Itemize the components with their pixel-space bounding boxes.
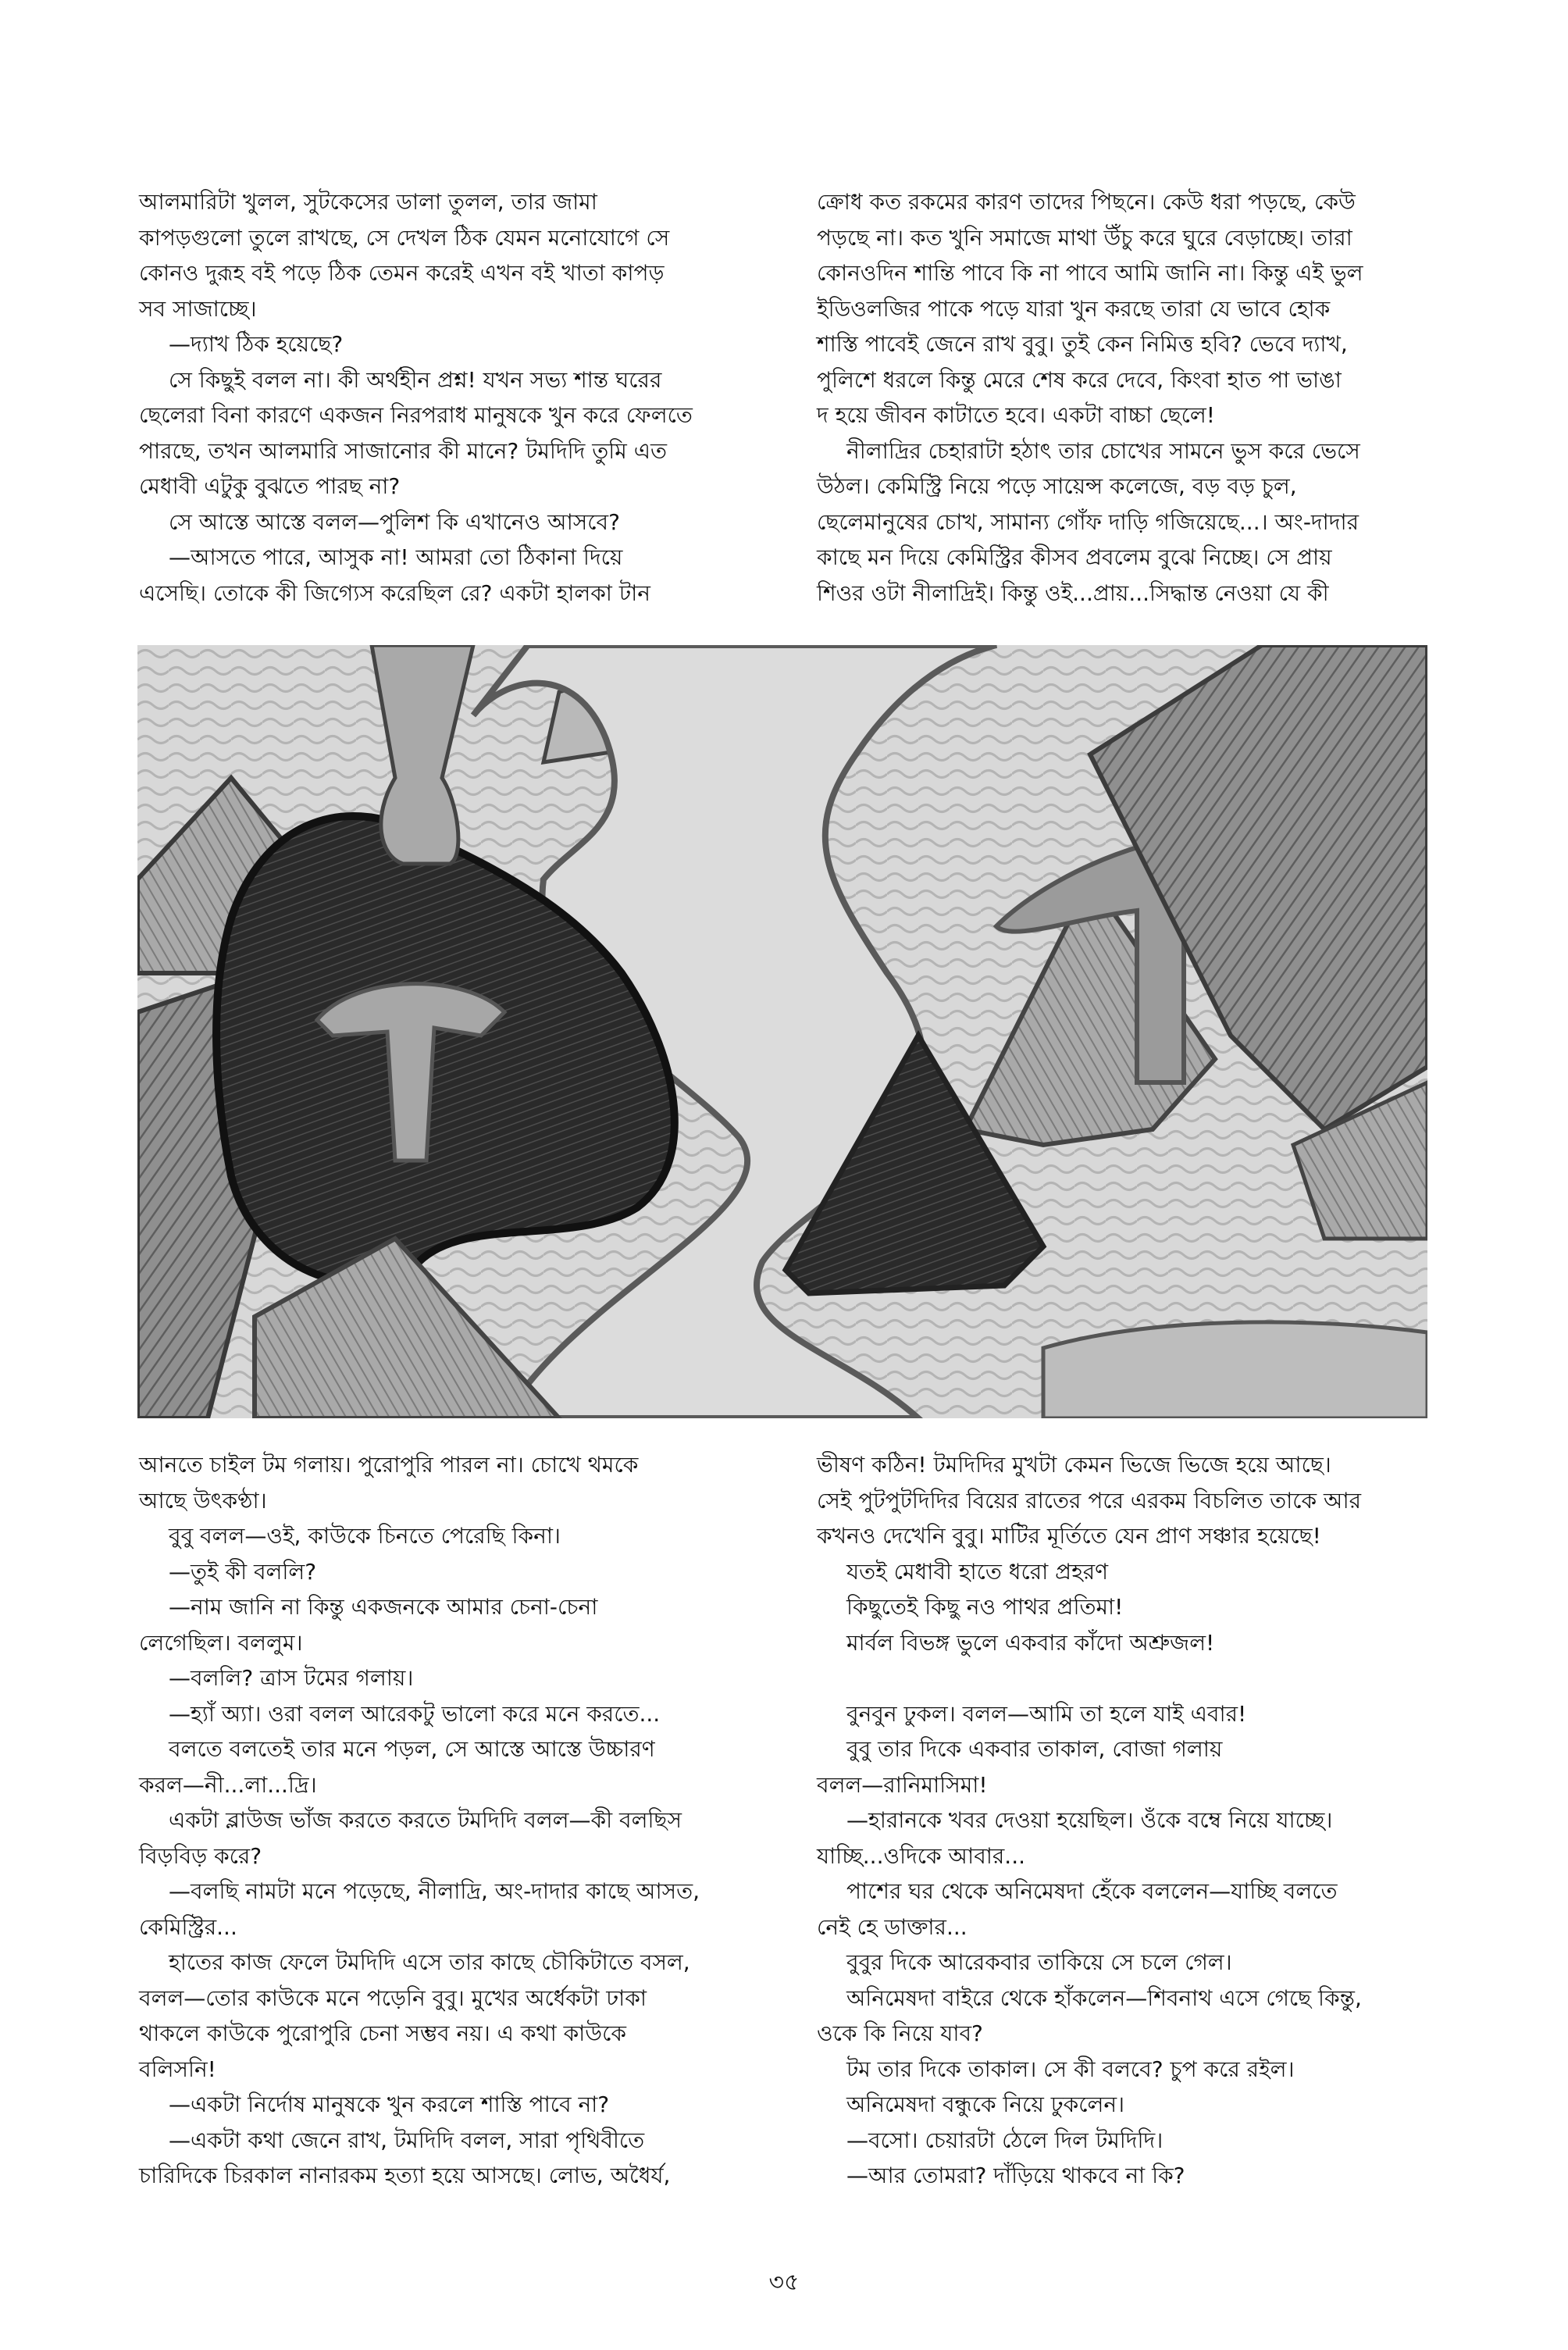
text-line: শিওর ওটা নীলাদ্রিই। কিন্তু ওই...প্রায়...সিদ্ধান্ত নেওয়া যে কী xyxy=(817,579,1329,606)
text-line: হাতের কাজ ফেলে টমদিদি এসে তার কাছে চৌকিটাতে বসল, xyxy=(169,1949,690,1975)
text-line: নেই হে ডাক্তার... xyxy=(817,1913,968,1940)
text-line: সব সাজাচ্ছে। xyxy=(139,295,257,322)
text-line: —বলছি নামটা মনে পড়েছে, নীলাদ্রি, অং-দাদার কাছে আসত, xyxy=(169,1878,700,1904)
text-line: —হ্যাঁ অ্যা। ওরা বলল আরেকটু ভালো করে মনে করতে... xyxy=(169,1700,661,1727)
verse-line: যতই মেধাবী হাতে ধরো প্রহরণ xyxy=(846,1558,1109,1585)
text-line: ভীষণ কঠিন! টমদিদির মুখটা কেমন ভিজে ভিজে হয়ে আছে। xyxy=(817,1452,1331,1478)
text-column-bottom-right xyxy=(817,1447,1434,2194)
text-line: —বললি? ত্রাস টমের গলায়। xyxy=(169,1665,414,1691)
text-line: ছেলেরা বিনা কারণে একজন নিরপরাধ মানুষকে খুন করে ফেলতে xyxy=(139,402,693,428)
text-line: সে কিছুই বলল না। কী অর্থহীন প্রশ্ন! যখন সভ্য শান্ত ঘরের xyxy=(169,366,662,393)
text-column-top-right xyxy=(817,184,1434,611)
text-line: উঠল। কেমিস্ট্রি নিয়ে পড়ে সায়েন্স কলেজে, বড় বড় চুল, xyxy=(817,473,1297,499)
text-line: কাছে মন দিয়ে কেমিস্ট্রির কীসব প্রবলেম বুঝে নিচ্ছে। সে প্রায় xyxy=(817,544,1332,570)
text-line: একটা ব্লাউজ ভাঁজ করতে করতে টমদিদি বলল—কী বলছিস xyxy=(169,1807,682,1833)
text-line: ছেলেমানুষের চোখ, সামান্য গোঁফ দাড়ি গজিয়েছে...। অং-দাদার xyxy=(817,508,1359,535)
text-line: বুনবুন ঢুকল। বলল—আমি তা হলে যাই এবার! xyxy=(846,1700,1247,1727)
text-line: —বসো। চেয়ারটা ঠেলে দিল টমদিদি। xyxy=(846,2127,1164,2153)
text-line: —নাম জানি না কিন্তু একজনকে আমার চেনা-চেনা xyxy=(169,1594,598,1620)
text-line: আলমারিটা খুলল, সুটকেসের ডালা তুলল, তার জামা xyxy=(139,189,597,215)
text-line: পাশের ঘর থেকে অনিমেষদা হেঁকে বললেন—যাচ্ছি বলতে xyxy=(846,1878,1338,1904)
verse-line: মার্বল বিভঙ্গ ভুলে একবার কাঁদো অশ্রুজল! xyxy=(846,1629,1215,1656)
text-line: ইডিওলজির পাকে পড়ে যারা খুন করছে তারা যে ভাবে হোক xyxy=(817,295,1331,322)
text-line: নীলাদ্রির চেহারাটা হঠাৎ তার চোখের সামনে ভুস করে ভেসে xyxy=(846,437,1360,464)
text-line: ওকে কি নিয়ে যাব? xyxy=(817,2020,983,2046)
text-line: আছে উৎকণ্ঠা। xyxy=(139,1487,267,1514)
text-line: অনিমেষদা বন্ধুকে নিয়ে ঢুকলেন। xyxy=(846,2091,1125,2117)
text-line: এসেছি। তোকে কী জিগ্যেস করেছিল রে? একটা হালকা টান xyxy=(139,579,650,606)
text-line: —একটা নির্দোষ মানুষকে খুন করলে শাস্তি পাবে না? xyxy=(169,2091,610,2117)
text-line: অনিমেষদা বাইরে থেকে হাঁকলেন—শিবনাথ এসে গেছে কিন্তু, xyxy=(846,1984,1362,2011)
illustration-painting xyxy=(137,645,1427,1418)
text-line: —আর তোমরা? দাঁড়িয়ে থাকবে না কি? xyxy=(846,2163,1185,2188)
text-line: মেধাবী এটুকু বুঝতে পারছ না? xyxy=(139,473,401,499)
text-line: শাস্তি পাবেই জেনে রাখ বুবু। তুই কেন নিমিত্ত হবি? ভেবে দ্যাখ, xyxy=(817,331,1348,357)
text-line: থাকলে কাউকে পুরোপুরি চেনা সম্ভব নয়। এ কথা কাউকে xyxy=(139,2020,626,2046)
verse-line: কিছুতেই কিছু নও পাথর প্রতিমা! xyxy=(846,1594,1124,1620)
text-line: বুবু বলল—ওই, কাউকে চিনতে পেরেছি কিনা। xyxy=(169,1523,561,1549)
text-line: পড়ছে না। কত খুনি সমাজে মাথা উঁচু করে ঘুরে বেড়াচ্ছে। তারা xyxy=(817,224,1352,251)
text-line: সে আস্তে আস্তে বলল—পুলিশ কি এখানেও আসবে? xyxy=(169,508,620,535)
text-line: —দ্যাখ ঠিক হয়েছে? xyxy=(169,331,344,357)
text-column-bottom-left xyxy=(139,1447,756,2194)
text-line: —আসতে পারে, আসুক না! আমরা তো ঠিকানা দিয়ে xyxy=(169,544,623,570)
text-line: লেগেছিল। বললুম। xyxy=(139,1629,303,1656)
text-line: কেমিস্ট্রির... xyxy=(139,1913,237,1940)
text-line: পারছে, তখন আলমারি সাজানোর কী মানে? টমদিদি তুমি এত xyxy=(139,437,668,464)
page-number: ৩৫ xyxy=(768,2269,800,2296)
text-line: বুবু তার দিকে একবার তাকাল, বোজা গলায় xyxy=(846,1736,1223,1762)
text-line: আনতে চাইল টম গলায়। পুরোপুরি পারল না। চোখে থমকে xyxy=(139,1452,639,1478)
text-line: কোনও দুরূহ বই পড়ে ঠিক তেমন করেই এখন বই খাতা কাপড় xyxy=(139,260,665,286)
text-line: যাচ্ছি...ওদিকে আবার... xyxy=(817,1842,1026,1869)
text-line: ক্রোধ কত রকমের কারণ তাদের পিছনে। কেউ ধরা পড়ছে, কেউ xyxy=(817,189,1356,215)
text-line: পুলিশে ধরলে কিন্তু মেরে শেষ করে দেবে, কিংবা হাত পা ভাঙা xyxy=(817,366,1342,393)
text-line: করল—নী...লা...দ্রি। xyxy=(139,1771,317,1798)
text-line: বলিসনি! xyxy=(139,2056,216,2082)
text-line: বলল—তোর কাউকে মনে পড়েনি বুবু। মুখের অর্ধেকটা ঢাকা xyxy=(139,1984,647,2011)
text-line: কাপড়গুলো তুলে রাখছে, সে দেখল ঠিক যেমন মনোযোগে সে xyxy=(139,224,670,251)
text-line: —তুই কী বললি? xyxy=(169,1558,317,1585)
text-line: কখনও দেখেনি বুবু। মাটির মূর্তিতে যেন প্রাণ সঞ্চার হয়েছে! xyxy=(817,1523,1321,1549)
text-line: বিড়বিড় করে? xyxy=(139,1842,262,1869)
text-line: বলতে বলতেই তার মনে পড়ল, সে আস্তে আস্তে উচ্চারণ xyxy=(169,1736,655,1762)
text-line: বুবুর দিকে আরেকবার তাকিয়ে সে চলে গেল। xyxy=(846,1949,1232,1975)
text-line: বলল—রানিমাসিমা! xyxy=(817,1771,988,1798)
text-column-top-left xyxy=(139,184,740,611)
text-line: চারিদিকে চিরকাল নানারকম হত্যা হয়ে আসছে। লোভ, অধৈর্য, xyxy=(139,2163,671,2188)
text-line: টম তার দিকে তাকাল। সে কী বলবে? চুপ করে রইল। xyxy=(846,2056,1295,2082)
text-line: দ হয়ে জীবন কাটাতে হবে। একটা বাচ্চা ছেলে! xyxy=(817,402,1215,428)
blank-line xyxy=(817,1660,1434,1696)
text-line: —হারানকে খবর দেওয়া হয়েছিল। ওঁকে বম্বে নিয়ে যাচ্ছে। xyxy=(846,1807,1333,1833)
text-line: কোনওদিন শান্তি পাবে কি না পাবে আমি জানি না। কিন্তু এই ভুল xyxy=(817,260,1363,286)
text-line: —একটা কথা জেনে রাখ, টমদিদি বলল, সারা পৃথিবীতে xyxy=(169,2127,645,2153)
text-line: সেই পুটপুটদিদির বিয়ের রাতের পরে এরকম বিচলিত তাকে আর xyxy=(817,1487,1362,1514)
